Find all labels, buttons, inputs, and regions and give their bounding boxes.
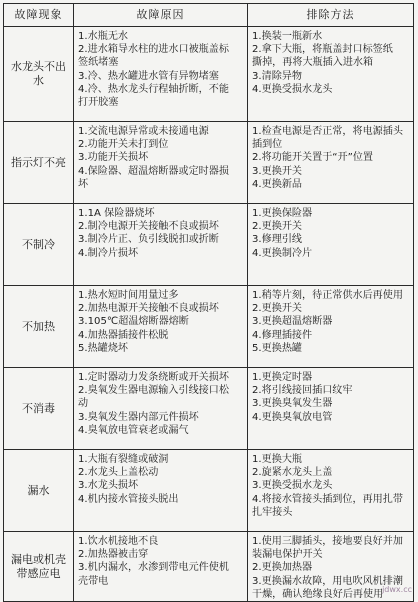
solution-line: 2.更换开关 [252, 303, 303, 315]
solution-line: 3.更换受损水龙头 [252, 480, 333, 492]
solution-line: 1.更换保险器 [252, 208, 313, 219]
solution-cell [248, 122, 414, 204]
cause-line: 2.进水箱导水柱的进水口被瓶盖标 [78, 44, 229, 56]
solution-line: 2.更换开关 [252, 221, 303, 233]
cause-line: 打开胶塞 [78, 97, 119, 109]
symptom-cell: 不消毒 [4, 368, 74, 450]
solution-line: 4.更换臭氧放电管 [252, 411, 333, 423]
solution-line: 3.清除异物 [252, 70, 303, 82]
solution-line: 2.更换加热器 [252, 562, 313, 574]
cause-line: 1.热水短时间用量过多 [78, 290, 179, 301]
cause-line: 1.定时器动力发条绕断或开关损坏 [78, 372, 229, 383]
cause-line: 4.冷、热水龙头行程轴折断，不能 [78, 83, 229, 95]
solution-line: 1.更换大瓶 [252, 454, 303, 465]
solution-line: 4.修理插接件 [252, 329, 313, 341]
solution-line: 4.更换受损水龙头 [252, 83, 333, 95]
cause-line: 2.臭氧发生器电源输入引线接口松 [78, 385, 229, 397]
cause-line: 5.热罐烧坏 [78, 342, 129, 354]
solution-line: 5.更换热罐 [252, 342, 303, 354]
solution-line: 1.换装一瓶新水 [252, 31, 323, 42]
solution-line: 3.更换开关 [252, 165, 303, 177]
cause-line: 2.功能开关未打到位 [78, 139, 169, 151]
cause-line: 3.功能开关损坏 [78, 152, 149, 164]
cause-cell [74, 286, 248, 368]
solution-line: 1.使用三脚插头，接地要良好并加 [252, 536, 403, 547]
cause-cell [74, 27, 248, 122]
solution-line: 4.更换新品 [252, 178, 303, 190]
cause-line: 4.制冷片损坏 [78, 247, 139, 259]
solution-cell [248, 27, 414, 122]
solution-line: 插到位 [252, 139, 283, 151]
cause-line: 2.加热器被击穿 [78, 549, 149, 561]
cause-line: 签纸堵塞 [78, 57, 119, 69]
troubleshooting-table [3, 3, 414, 602]
cause-line: 4.臭氧放电管衰老或漏气 [78, 424, 189, 436]
symptom-cell: 漏水 [4, 450, 74, 532]
solution-cell [248, 450, 414, 532]
header-solution: 排除方法 [248, 4, 414, 27]
cause-cell [74, 368, 248, 450]
cause-line: 坏 [78, 178, 89, 190]
cause-line: 4.机内接水管接头脱出 [78, 493, 179, 505]
solution-line: 1.检查电源是否正常，将电源插头 [252, 126, 403, 137]
solution-line: 2.将功能开关置于“开”位置 [252, 152, 374, 164]
solution-line: 装漏电保护开关 [252, 549, 323, 561]
symptom-cell: 不加热 [4, 286, 74, 368]
symptom-cell: 不制冷 [4, 204, 74, 286]
solution-line: 3.修理引线 [252, 234, 303, 246]
cause-line: 1.交流电源异常或未接通电源 [78, 126, 209, 137]
cause-line: 1.饮水机接地不良 [78, 536, 159, 547]
table-row [4, 122, 414, 204]
cause-line: 4.保险器、超温熔断器或定时器损 [78, 165, 229, 177]
table-row [4, 27, 414, 122]
solution-line: 1.更换定时器 [252, 372, 313, 383]
solution-line: 2.拿下大瓶，将瓶盖封口标签纸 [252, 44, 393, 56]
table-row [4, 532, 414, 602]
solution-line: 撕掉，再将大瓶插入进水箱 [252, 57, 374, 69]
cause-line: 1.水瓶无水 [78, 31, 129, 42]
solution-line: 4.更换制冷片 [252, 247, 313, 259]
cause-line: 4.加热器插接件松脱 [78, 329, 169, 341]
solution-cell [248, 286, 414, 368]
solution-cell [248, 368, 414, 450]
header-symptom: 故障现象 [4, 4, 74, 27]
solution-line: 3.更换超温熔断器 [252, 316, 333, 328]
cause-cell [74, 450, 248, 532]
table-body [4, 27, 414, 602]
cause-line: 3.机内漏水，水渗到带电元件使机 [78, 562, 229, 574]
header-row [4, 4, 414, 27]
header-cause: 故障原因 [74, 4, 248, 27]
cause-cell [74, 122, 248, 204]
table-row [4, 450, 414, 532]
cause-line: 2.加热电源开关接触不良或损坏 [78, 303, 219, 315]
watermark: jdwx.cc [382, 585, 412, 594]
solution-line: 2.旋紧水龙头上盖 [252, 467, 333, 479]
cause-line: 动 [78, 398, 89, 410]
solution-line: 3.更换漏水故障，用电吹风机排潮 [252, 575, 403, 587]
solution-cell [248, 204, 414, 286]
cause-line: 3.水龙头损坏 [78, 480, 139, 492]
symptom-cell: 水龙头不出水 [4, 27, 74, 122]
cause-line: 3.臭氧发生器内部元件损坏 [78, 411, 199, 423]
table-row [4, 368, 414, 450]
solution-line: 2.将引线接回插口纹牢 [252, 385, 353, 397]
cause-line: 1.1A 保险器烧坏 [78, 208, 155, 219]
solution-line: 干燥，确认绝缘良好后再使用 [252, 588, 384, 600]
cause-line: 1.大瓶有裂缝或破洞 [78, 454, 169, 465]
solution-line: 3.更换臭氧发生器 [252, 398, 333, 410]
symptom-cell: 漏电或机壳带感应电 [4, 532, 74, 602]
cause-line: 3.105℃超温熔断器熔断 [78, 316, 189, 328]
cause-cell [74, 532, 248, 602]
table-row [4, 286, 414, 368]
cause-line: 2.制冷电源开关接触不良或损坏 [78, 221, 219, 233]
table-row [4, 204, 414, 286]
solution-line: 1.稍等片刻，待正常供水后再使用 [252, 290, 403, 301]
solution-line: 扎牢接头 [252, 506, 293, 518]
cause-line: 2.水龙头上盖松动 [78, 467, 159, 479]
cause-line: 壳带电 [78, 575, 109, 587]
cause-line: 3.制冷片正、负引线脱扣或折断 [78, 234, 219, 246]
solution-line: 4.将接水管接头插到位，再用扎带 [252, 493, 403, 505]
cause-line: 3.冷、热水罐进水管有异物堵塞 [78, 70, 219, 82]
symptom-cell: 指示灯不亮 [4, 122, 74, 204]
cause-cell [74, 204, 248, 286]
